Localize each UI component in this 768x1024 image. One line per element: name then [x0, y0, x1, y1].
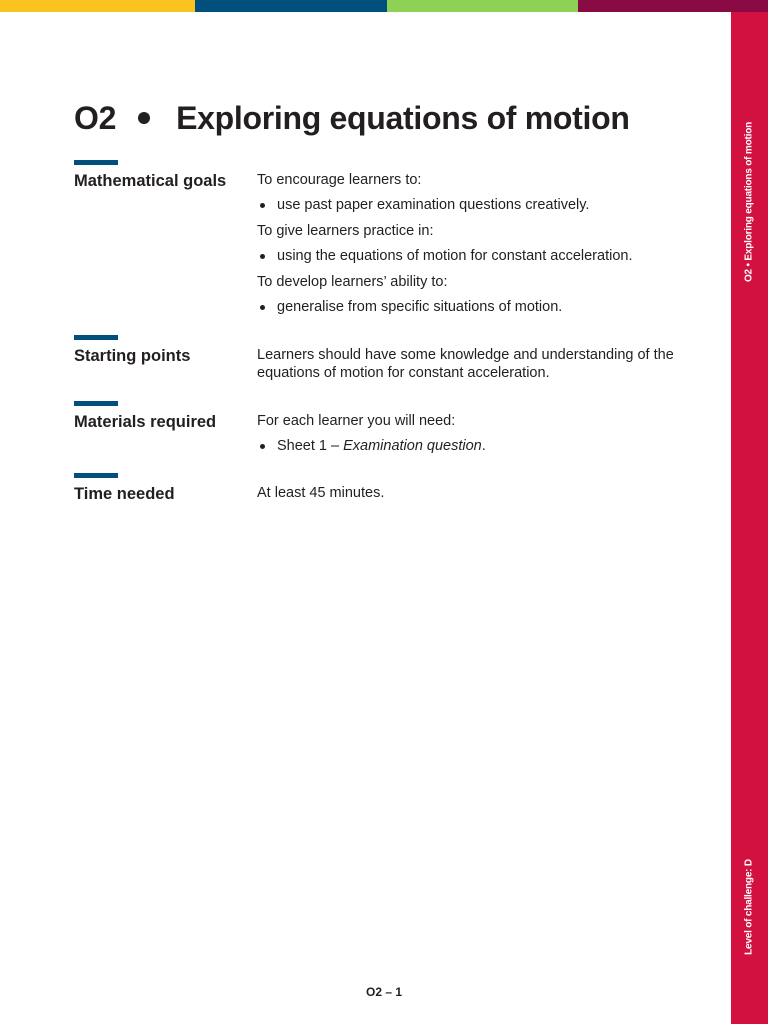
- side-tab: [731, 12, 768, 1024]
- unit-code: O2: [74, 100, 117, 136]
- time-text: At least 45 minutes.: [257, 485, 385, 501]
- section-content: [257, 171, 697, 324]
- goal-bullet: use past paper examination questions creatively.: [257, 196, 697, 214]
- stripe-blue: [195, 0, 387, 12]
- materials-list: [257, 437, 697, 455]
- page-title: [74, 96, 630, 140]
- section-content: [257, 484, 697, 509]
- section-content: [257, 346, 697, 389]
- section-rule: [74, 473, 118, 478]
- goal-list: [257, 298, 697, 316]
- materials-bullet: [257, 437, 697, 455]
- goal-intro: To give learners practice in:: [257, 223, 434, 239]
- section-rule: [74, 160, 118, 165]
- materials-bullet-prefix: Sheet 1 –: [277, 438, 344, 454]
- materials-intro: For each learner you will need:: [257, 413, 456, 429]
- section-heading: Time needed: [74, 485, 175, 503]
- goal-intro: To encourage learners to:: [257, 172, 422, 188]
- goal-intro: To develop learners’ ability to:: [257, 274, 448, 290]
- stripe-yellow: [0, 0, 195, 12]
- section-heading: Mathematical goals: [74, 172, 227, 190]
- goal-bullet: using the equations of motion for constant acceleration.: [257, 247, 697, 265]
- section-heading: Starting points: [74, 347, 191, 365]
- top-color-stripes: [0, 0, 768, 12]
- goal-list: [257, 196, 697, 214]
- side-tab-unit-title: O2 • Exploring equations of motion: [743, 121, 755, 283]
- bullet-separator-icon: [138, 112, 150, 124]
- section-heading: Materials required: [74, 413, 217, 431]
- goal-list: [257, 247, 697, 265]
- section-rule: [74, 401, 118, 406]
- section-rule: [74, 335, 118, 340]
- page-number: O2 – 1: [365, 985, 403, 999]
- materials-bullet-suffix: .: [481, 438, 486, 454]
- materials-sheet-title: Examination question: [343, 438, 482, 454]
- section-content: [257, 412, 697, 463]
- unit-title: Exploring equations of motion: [176, 100, 630, 136]
- side-tab-level: Level of challenge: D: [743, 859, 755, 955]
- goal-bullet: generalise from specific situations of motion.: [257, 298, 697, 316]
- stripe-maroon: [578, 0, 768, 12]
- stripe-green: [387, 0, 578, 12]
- starting-text: Learners should have some knowledge and understanding of the equations of motion for constant acceleration.: [257, 347, 674, 381]
